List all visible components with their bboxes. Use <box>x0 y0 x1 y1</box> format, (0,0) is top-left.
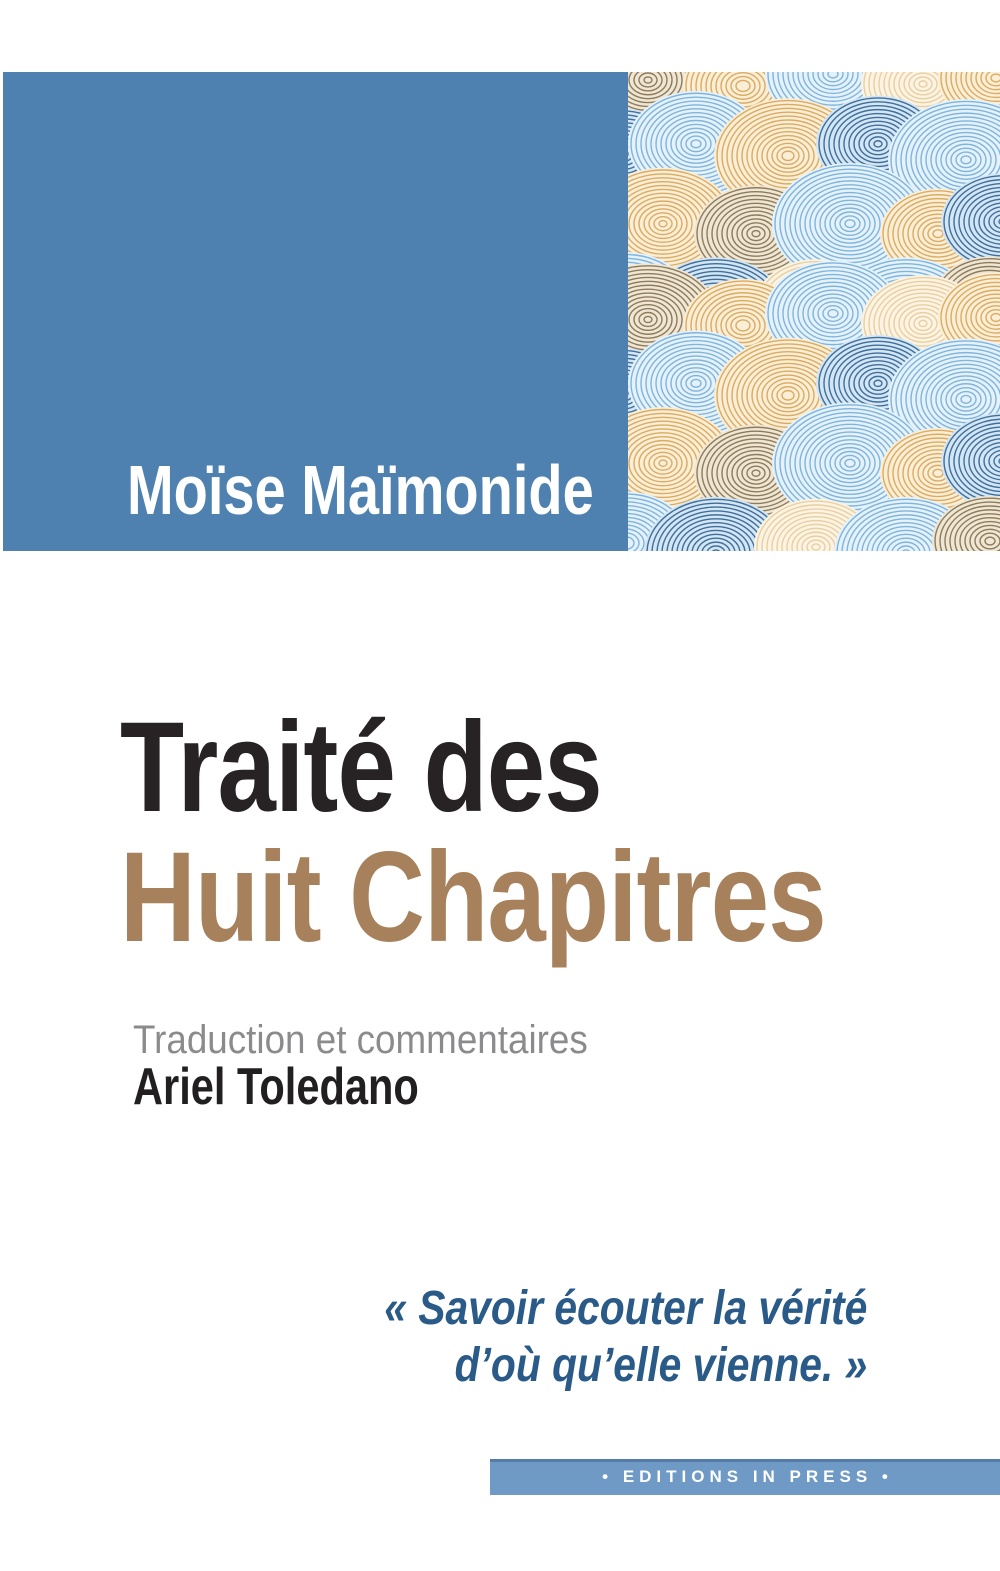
wave-pattern-panel <box>628 72 1000 551</box>
publisher-label: • EDITIONS IN PRESS • <box>602 1467 893 1486</box>
author-panel <box>3 72 628 551</box>
wave-pattern-illustration <box>628 72 1000 551</box>
credit-role: Traduction et commentaires <box>133 1018 588 1062</box>
book-title <box>120 696 826 969</box>
quote-line-2: d’où qu’elle vienne. » <box>454 1339 867 1392</box>
author-name: Moïse Maïmonide <box>127 451 594 529</box>
publisher-bar <box>490 1459 1000 1495</box>
credit-name: Ariel Toledano <box>133 1058 419 1116</box>
title-line-2: Huit Chapitres <box>120 826 826 969</box>
title-line-1: Traité des <box>120 696 602 839</box>
quote-line-1: « Savoir écouter la vérité <box>383 1282 867 1335</box>
cover-quote <box>384 1280 867 1394</box>
